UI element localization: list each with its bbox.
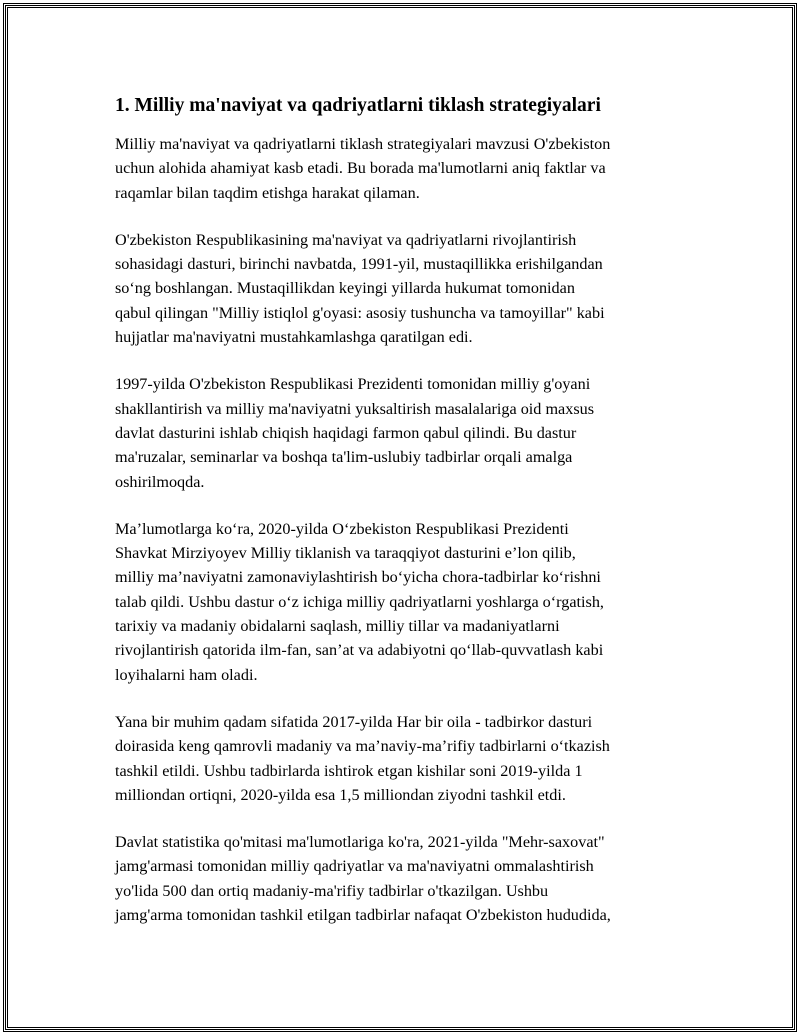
text-line: Ma’lumotlarga ko‘ra, 2020-yilda O‘zbekiston Respublikasi Prezidenti [115,519,569,538]
text-line: jamg'arma tomonidan tashkil etilgan tadbirlar nafaqat O'zbekiston hududida, [115,906,611,925]
text-line: hujjatlar ma'naviyatni mustahkamlashga qaratilgan edi. [115,328,473,347]
text-line: Davlat statistika qo'mitasi ma'lumotlariga ko'ra, 2021-yilda "Mehr-saxovat" [115,833,605,852]
text-line: tashkil etildi. Ushbu tadbirlarda ishtirok etgan kishilar soni 2019-yilda 1 [115,761,583,780]
text-line: yo'lida 500 dan ortiq madaniy-ma'rifiy tadbirlar o'tkazilgan. Ushbu [115,881,549,900]
text-line: sohasidagi dasturi, birinchi navbatda, 1991-yil, mustaqillikka erishilgandan [115,255,603,274]
paragraph-2021-statistics [115,830,695,927]
text-line: so‘ng boshlangan. Mustaqillikdan keyingi yillarda hukumat tomonidan [115,279,575,298]
text-line: milliy ma’naviyatni zamonaviylashtirish bo‘yicha chora-tadbirlar ko‘rishni [115,568,601,587]
text-line: Yana bir muhim qadam sifatida 2017-yilda Har bir oila - tadbirkor dasturi [115,712,593,731]
paragraph-intro [115,132,695,205]
text-line: raqamlar bilan taqdim etishga harakat qilaman. [115,183,420,202]
text-line: Shavkat Mirziyoyev Milliy tiklanish va taraqqiyot dasturini e’lon qilib, [115,544,576,563]
text-line: Milliy ma'naviyat va qadriyatlarni tiklash strategiyalari mavzusi O'zbekiston [115,135,611,153]
paragraph-2020-program [115,517,695,687]
text-line: qabul qilingan "Milliy istiqlol g'oyasi: asosiy tushuncha va tamoyillar" kabi [115,303,605,322]
text-line: rivojlantirish qatorida ilm-fan, san’at va adabiyotni qo‘llab-quvvatlash kabi [115,641,604,660]
paragraph-1997-decree [115,372,695,493]
paragraph-independence-program [115,228,695,349]
text-line: loyihalarni ham oladi. [115,665,258,684]
text-line: milliondan ortiqni, 2020-yilda esa 1,5 milliondan ziyodni tashkil etdi. [115,785,566,804]
text-line: talab qildi. Ushbu dastur o‘z ichiga milliy qadriyatlarni yoshlarga o‘rgatish, [115,592,604,611]
text-line: oshirilmoqda. [115,472,205,491]
text-line: jamg'armasi tomonidan milliy qadriyatlar va ma'naviyatni ommalashtirish [115,857,594,876]
text-line: uchun alohida ahamiyat kasb etadi. Bu borada ma'lumotlarni aniq faktlar va [115,159,606,178]
text-line: 1997-yilda O'zbekiston Respublikasi Prezidenti tomonidan milliy g'oyani [115,375,591,394]
text-line: tarixiy va madaniy obidalarni saqlash, milliy tillar va madaniyatlarni [115,617,560,636]
text-line: ma'ruzalar, seminarlar va boshqa ta'lim-uslubiy tadbirlar orqali amalga [115,448,573,467]
paragraph-2017-initiative [115,710,695,807]
text-line: doirasida keng qamrovli madaniy va ma’naviy-ma’rifiy tadbirlarni o‘tkazish [115,737,610,756]
document-body [115,92,695,950]
text-line: shakllantirish va milliy ma'naviyatni yuksaltirish masalalariga oid maxsus [115,399,595,418]
text-line: davlat dasturini ishlab chiqish haqidagi farmon qabul qilindi. Bu dastur [115,423,577,442]
section-heading: 1. Milliy ma'naviyat va qadriyatlarni tiklash strategiyalari [115,95,601,116]
text-line: O'zbekiston Respublikasining ma'naviyat va qadriyatlarni rivojlantirish [115,230,577,249]
